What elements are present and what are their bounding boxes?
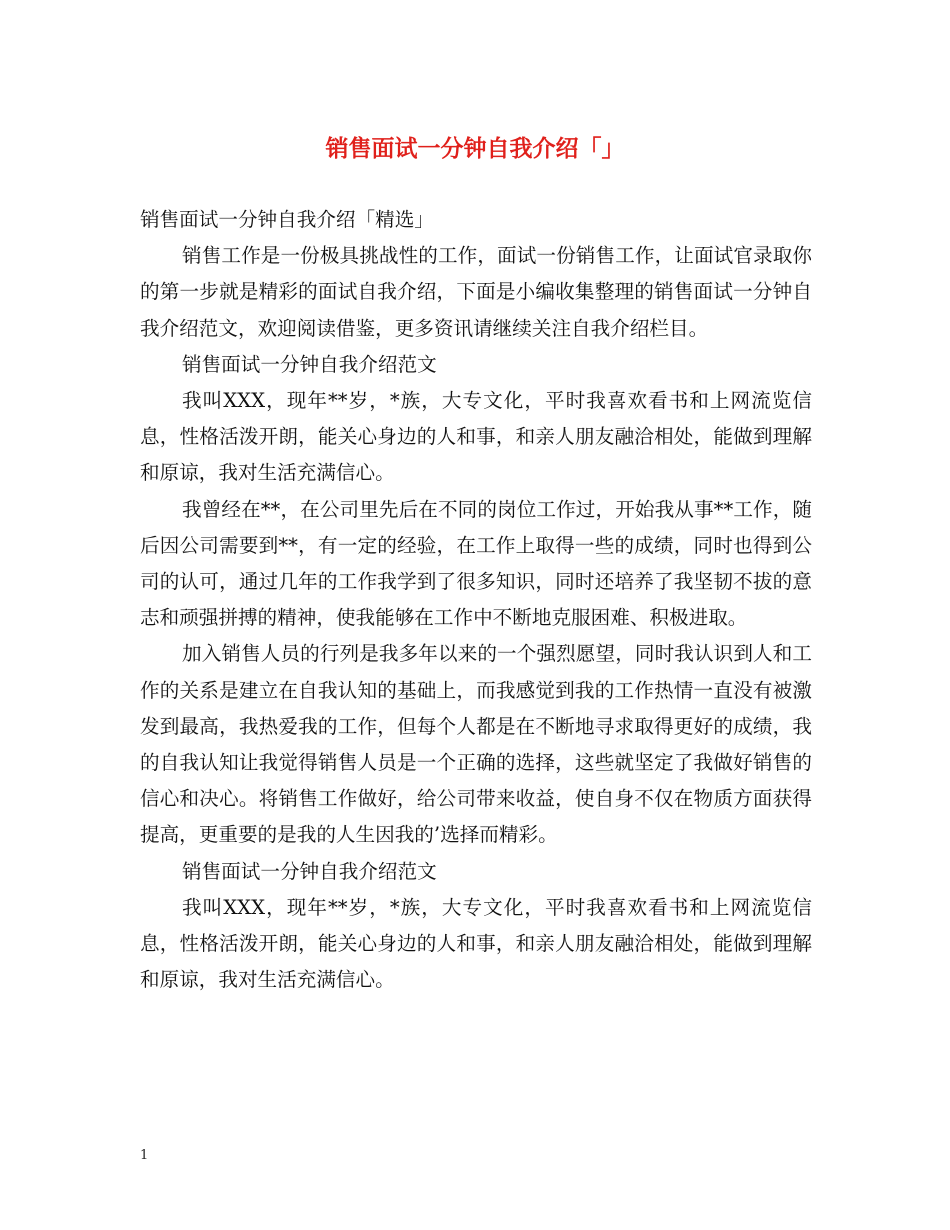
paragraph-intro: 销售工作是一份极具挑战性的工作，面试一份销售工作，让面试官录取你的第一步就是精彩的面试自我介绍，下面是小编收集整理的销售面试一分钟自我介绍范文，欢迎阅读借鉴，更多资讯请继续关注自我介绍栏目。 <box>140 244 812 340</box>
paragraph: 加入销售人员的行列是我多年以来的一个强烈愿望，同时我认识到人和工作的关系是建立在自我认知的基础上，而我感觉到我的工作热情一直没有被激发到最高，我热爱我的工作，但每个人都是在不断地寻求取得更好的成绩，我的自我认知让我觉得销售人员是一个正确的选择，这些就坚定了我做好销售的信心和决心。将销售工作做好，给公司带来收益，使自身不仅在物质方面获得提高，更重要的是我的人生因我的’选择而精彩。 <box>140 642 812 847</box>
paragraph: 我叫XXX，现年**岁，*族，大专文化，平时我喜欢看书和上网流览信息，性格活泼开朗，能关心身边的人和事，和亲人朋友融洽相处，能做到理解和原谅，我对生活充满信心。 <box>140 389 812 485</box>
page-number: 1 <box>140 1148 149 1163</box>
paragraph: 我叫XXX，现年**岁，*族，大专文化，平时我喜欢看书和上网流览信息，性格活泼开朗，能关心身边的人和事，和亲人朋友融洽相处，能做到理解和原谅，我对生活充满信心。 <box>140 895 812 992</box>
document-title: 销售面试一分钟自我介绍「」 <box>325 136 625 162</box>
section-heading: 销售面试一分钟自我介绍范文 <box>182 352 437 376</box>
document-body <box>140 202 812 998</box>
paragraph: 我曾经在**，在公司里先后在不同的岗位工作过，开始我从事**工作，随后因公司需要到**，有一定的经验，在工作上取得一些的成绩，同时也得到公司的认可，通过几年的工作我学到了很多知识，同时还培养了我坚韧不拔的意志和顽强拼搏的精神，使我能够在工作中不断地克服困难、积极进取。 <box>140 497 812 630</box>
paragraph-subtitle: 销售面试一分钟自我介绍「精选」 <box>140 208 434 231</box>
section-heading: 销售面试一分钟自我介绍范文 <box>182 859 437 883</box>
